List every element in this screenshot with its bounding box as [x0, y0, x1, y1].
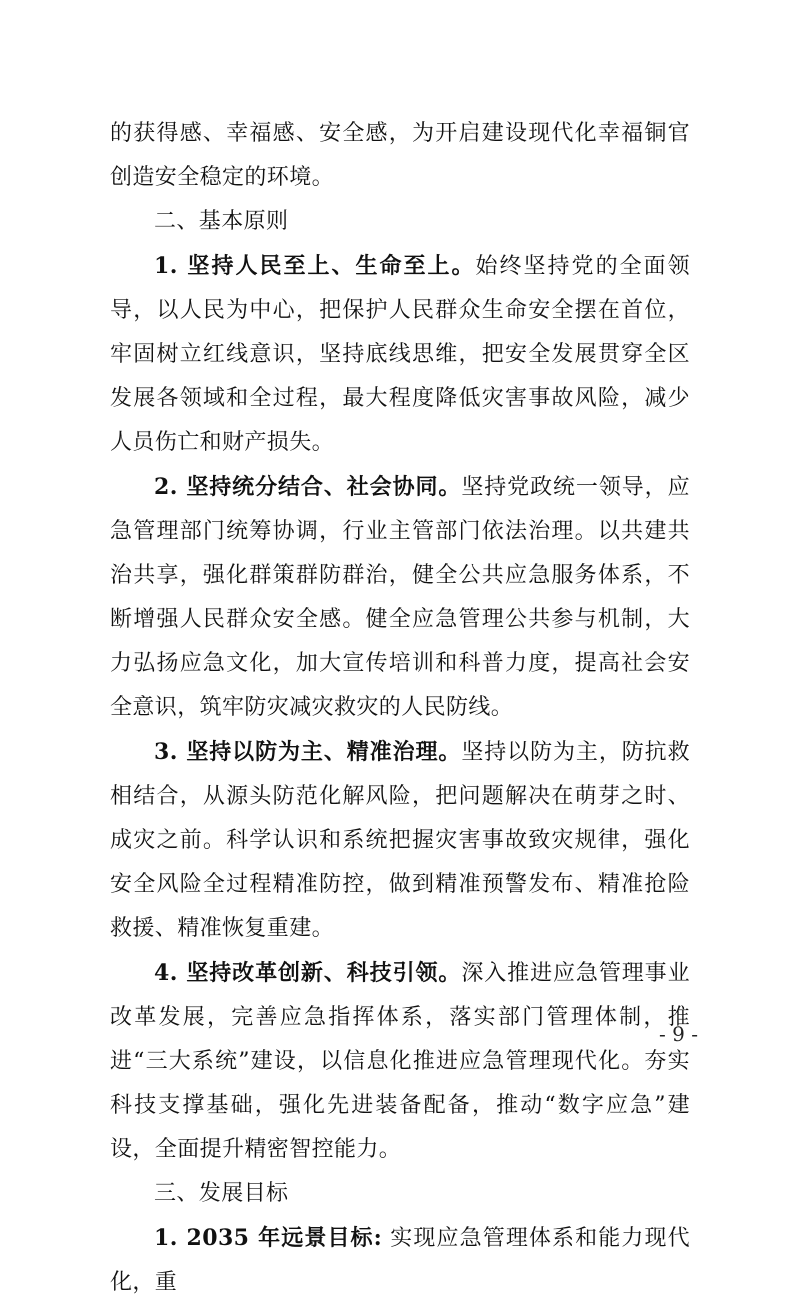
- principle-2-body: 坚持党政统一领导，应急管理部门统筹协调，行业主管部门依法治理。以共建共治共享，强化群策群防群治，健全公共应急服务体系，不断增强人民群众安全感。健全应急管理公共参与机制，大力弘扬应急文化，加大宣传培训和科普力度，提高社会安全意识，筑牢防灾减灾救灾的人民防线。: [110, 475, 690, 720]
- goal-1: [110, 1216, 690, 1305]
- principle-4-body: 深入推进应急管理事业改革发展，完善应急指挥体系，落实部门管理体制，推进“三大系统”建设，以信息化推进应急管理现代化。夯实科技支撑基础，强化先进装备配备，推动“数字应急”建设，全面提升精密智控能力。: [110, 961, 690, 1162]
- principle-2-title: 2. 坚持统分结合、社会协同。: [154, 474, 462, 500]
- body-text: [110, 112, 690, 1305]
- principle-3: [110, 730, 690, 951]
- goal-1-title: 1. 2035 年远景目标:: [154, 1225, 383, 1251]
- principle-4: [110, 951, 690, 1172]
- principle-3-body: 坚持以防为主，防抗救相结合，从源头防范化解风险，把问题解决在萌芽之时、成灾之前。科学认识和系统把握灾害事故致灾规律，强化安全风险全过程精准防控，做到精准预警发布、精准抢险救援、精准恢复重建。: [110, 740, 690, 941]
- principle-1-body: 始终坚持党的全面领导，以人民为中心，把保护人民群众生命安全摆在首位，牢固树立红线意识，坚持底线思维，把安全发展贯穿全区发展各领域和全过程，最大程度降低灾害事故风险，减少人员伤亡和财产损失。: [110, 254, 690, 455]
- section-heading-development-goals: 三、发展目标: [154, 1181, 289, 1206]
- paragraph-continuation: 的获得感、幸福感、安全感，为开启建设现代化幸福铜官创造安全稳定的环境。: [110, 121, 690, 190]
- principle-2: [110, 465, 690, 730]
- section-heading-basic-principles: 二、基本原则: [154, 209, 289, 234]
- principle-3-title: 3. 坚持以防为主、精准治理。: [154, 739, 462, 765]
- principle-1: [110, 244, 690, 465]
- goal-1-body: 实现应急管理体系和能力现代化，重: [110, 1226, 690, 1295]
- page-number: - 9 -: [659, 1022, 698, 1046]
- principle-4-title: 4. 坚持改革创新、科技引领。: [154, 960, 462, 986]
- principle-1-title: 1. 坚持人民至上、生命至上。: [154, 253, 476, 279]
